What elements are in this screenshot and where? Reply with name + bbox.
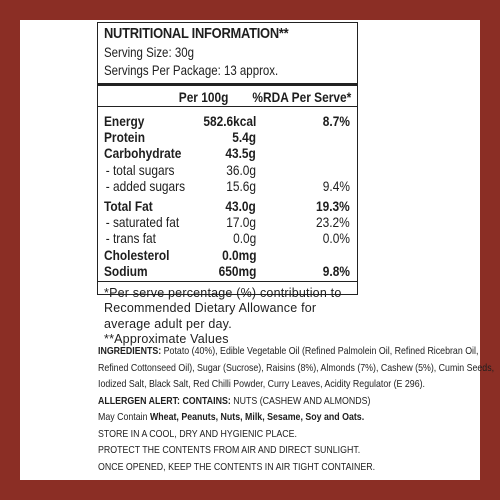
nutrient-name: Sodium — [104, 262, 148, 279]
nutrient-name: Carbohydrate — [104, 145, 182, 162]
may-contain — [98, 409, 417, 426]
nutrient-value: 650mg — [218, 262, 256, 279]
nutrient-name: - total sugars — [105, 161, 175, 178]
nutrient-value: 5.4g — [232, 129, 256, 146]
nutrient-row-protein — [104, 129, 351, 145]
nutrient-row-total-fat — [104, 198, 351, 214]
nutrient-rda: 0.0% — [322, 230, 350, 247]
nutrient-row-energy — [104, 113, 351, 129]
ingredients-line: Iodized Salt, Black Salt, Red Chilli Powder, Curry Leaves, Acidity Regulator (E 296). — [98, 378, 425, 390]
footnote-line: average adult per day. — [104, 316, 232, 331]
ingredients-line — [98, 343, 479, 360]
nutrient-value: 43.0g — [225, 197, 256, 214]
nutrient-value: 0.0g — [232, 230, 256, 247]
storage-line: ONCE OPENED, KEEP THE CONTENTS IN AIR TIGHT CONTAINER. — [98, 460, 376, 473]
allergen-label: ALLERGEN ALERT: CONTAINS: — [98, 394, 231, 407]
ingredients-label: INGREDIENTS: — [98, 345, 162, 357]
nutrient-name: Cholesterol — [104, 246, 170, 263]
nutrient-name: - trans fat — [105, 230, 156, 247]
ingredients-line: Refined Cottonseed Oil), Sugar (Sucrose), Raisins (8%), Almonds (7%), Cashew (5%), Cumin Seeds, — [98, 361, 495, 374]
may-contain-prefix: May Contain — [98, 411, 148, 423]
nutrient-row-added-sugars — [104, 178, 351, 194]
nutrient-rda: 23.2% — [316, 214, 350, 231]
nutrient-row-sodium — [104, 263, 351, 279]
thin-divider — [98, 281, 357, 282]
rda-header: %RDA Per Serve* — [252, 89, 351, 105]
nutrient-row-saturated-fat — [104, 214, 351, 230]
nutrient-table — [104, 113, 351, 279]
nutrient-row-total-sugars — [104, 162, 351, 178]
per-100g-header: Per 100g — [179, 89, 229, 105]
nutrient-value: 43.5g — [225, 145, 256, 162]
nutrient-rda: 19.3% — [316, 197, 350, 214]
storage-line: STORE IN A COOL, DRY AND HYGIENIC PLACE. — [98, 427, 298, 440]
allergen-text: NUTS (CASHEW AND ALMONDS) — [233, 394, 371, 407]
allergen-alert — [98, 393, 417, 410]
may-contain-items: Wheat, Peanuts, Nuts, Milk, Sesame, Soy and Oats. — [149, 411, 365, 423]
nutrient-name: Protein — [104, 129, 145, 146]
footnote-line: Recommended Dietary Allowance for — [104, 301, 317, 316]
nutrient-value: 15.6g — [226, 177, 256, 194]
nutrient-value: 0.0mg — [221, 246, 256, 263]
nutrient-name: Energy — [104, 113, 145, 129]
footnote-line: **Approximate Values — [104, 332, 229, 347]
nutrient-value: 17.0g — [226, 214, 256, 231]
nutrient-rda: 8.7% — [322, 113, 350, 129]
nutrient-name: - added sugars — [105, 177, 186, 194]
panel-title: NUTRITIONAL INFORMATION** — [104, 25, 289, 42]
nutrient-value: 582.6kcal — [203, 113, 256, 129]
nutrient-row-trans-fat — [104, 230, 351, 246]
panel-footnote — [104, 286, 351, 348]
label-text-block — [98, 343, 495, 475]
label-canvas — [20, 20, 495, 480]
nutrition-panel — [97, 22, 358, 347]
thin-divider — [98, 106, 357, 107]
nutrient-rda: 9.8% — [322, 262, 350, 279]
nutrient-row-cholesterol — [104, 247, 351, 263]
ingredients-text: Potato (40%), Edible Vegetable Oil (Refined Palmolein Oil, Refined Ricebran Oil, — [163, 345, 479, 357]
nutrient-rda: 9.4% — [322, 177, 350, 194]
nutrient-name: - saturated fat — [105, 214, 180, 231]
nutrient-row-carbohydrate — [104, 145, 351, 161]
servings-per-package: Servings Per Package: 13 approx. — [104, 62, 279, 78]
storage-line: PROTECT THE CONTENTS FROM AIR AND DIRECT SUNLIGHT. — [98, 444, 361, 456]
footnote-line: *Per serve percentage (%) contribution to — [104, 285, 342, 300]
column-header — [104, 86, 351, 106]
serving-size: Serving Size: 30g — [104, 44, 194, 60]
nutrient-name: Total Fat — [104, 197, 153, 214]
nutrient-value: 36.0g — [226, 161, 256, 178]
